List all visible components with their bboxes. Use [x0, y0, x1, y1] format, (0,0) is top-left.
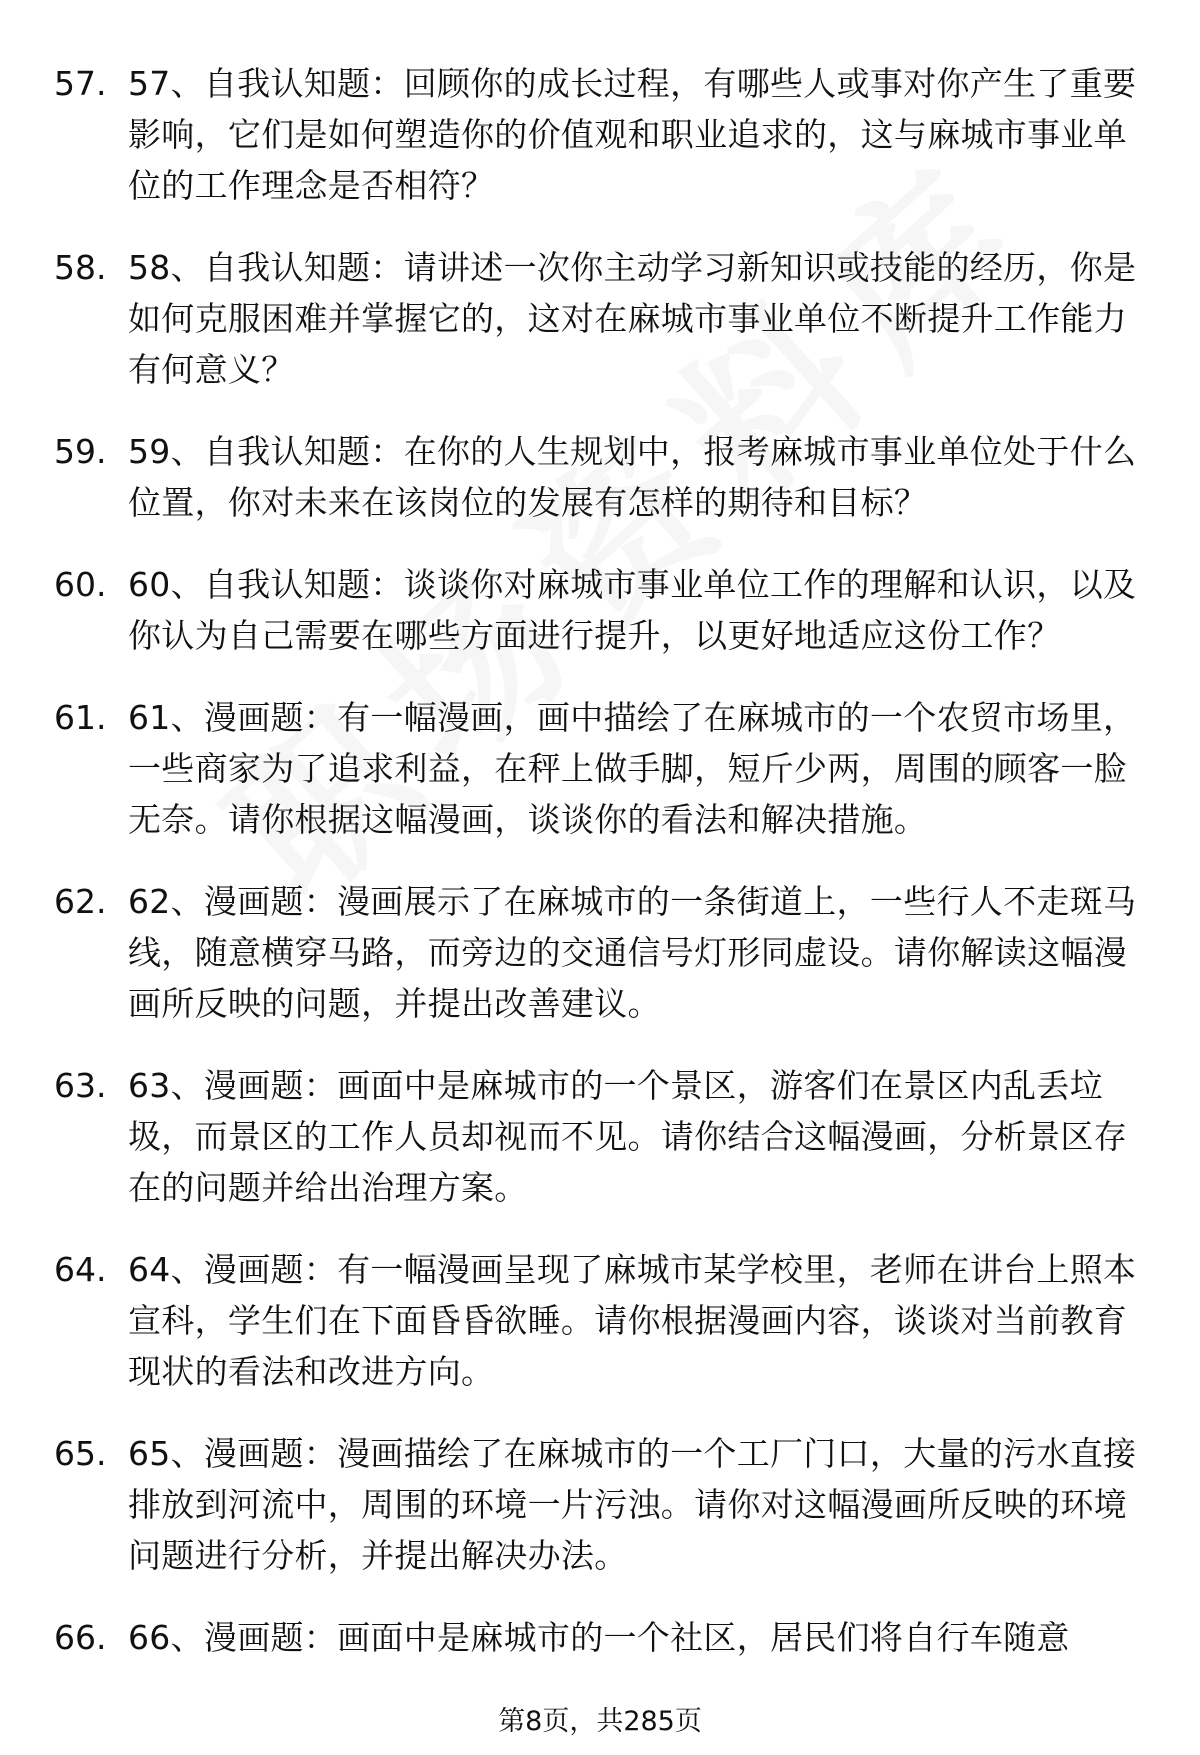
item-text: 65、漫画题：漫画描绘了在麻城市的一个工厂门口，大量的污水直接排放到河流中，周围的环境一片污浊。请你对这幅漫画所反映的环境问题进行分析，并提出解决办法。 [128, 1434, 1137, 1575]
list-item [54, 1244, 1154, 1397]
item-text: 66、漫画题：画面中是麻城市的一个社区，居民们将自行车随意 [128, 1618, 1070, 1657]
item-text: 63、漫画题：画面中是麻城市的一个景区，游客们在景区内乱丢垃圾，而景区的工作人员却视而不见。请你结合这幅漫画，分析景区存在的问题并给出治理方案。 [128, 1066, 1127, 1207]
item-text: 64、漫画题：有一幅漫画呈现了麻城市某学校里，老师在讲台上照本宣科，学生们在下面昏昏欲睡。请你根据漫画内容，谈谈对当前教育现状的看法和改进方向。 [128, 1250, 1137, 1391]
list-item [54, 58, 1154, 211]
list-item [54, 1612, 1154, 1663]
list-item [54, 242, 1154, 395]
item-number: 62. [54, 882, 107, 921]
item-number: 65. [54, 1434, 107, 1473]
item-text: 57、自我认知题：回顾你的成长过程，有哪些人或事对你产生了重要影响，它们是如何塑造你的价值观和职业追求的，这与麻城市事业单位的工作理念是否相符？ [128, 64, 1137, 205]
list-item [54, 1428, 1154, 1581]
list-item [54, 1060, 1154, 1213]
item-number: 61. [54, 698, 107, 737]
question-list [54, 58, 1154, 1694]
item-number: 57. [54, 64, 107, 103]
list-item [54, 559, 1154, 661]
item-text: 62、漫画题：漫画展示了在麻城市的一条街道上，一些行人不走斑马线，随意横穿马路，而旁边的交通信号灯形同虚设。请你解读这幅漫画所反映的问题，并提出改善建议。 [128, 882, 1137, 1023]
item-number: 60. [54, 565, 107, 604]
list-item [54, 876, 1154, 1029]
item-number: 63. [54, 1066, 107, 1105]
page-footer: 第8页，共285页 [498, 1706, 702, 1737]
list-item [54, 426, 1154, 528]
item-number: 66. [54, 1618, 107, 1657]
item-number: 58. [54, 248, 107, 287]
item-text: 60、自我认知题：谈谈你对麻城市事业单位工作的理解和认识，以及你认为自己需要在哪些方面进行提升，以更好地适应这份工作？ [128, 565, 1137, 655]
list-item [54, 692, 1154, 845]
item-text: 59、自我认知题：在你的人生规划中，报考麻城市事业单位处于什么位置，你对未来在该岗位的发展有怎样的期待和目标？ [128, 432, 1137, 522]
item-text: 58、自我认知题：请讲述一次你主动学习新知识或技能的经历，你是如何克服困难并掌握它的，这对在麻城市事业单位不断提升工作能力有何意义？ [128, 248, 1137, 389]
item-number: 64. [54, 1250, 107, 1289]
item-number: 59. [54, 432, 107, 471]
item-text: 61、漫画题：有一幅漫画，画中描绘了在麻城市的一个农贸市场里，一些商家为了追求利益，在秤上做手脚，短斤少两，周围的顾客一脸无奈。请你根据这幅漫画，谈谈你的看法和解决措施。 [128, 698, 1137, 839]
